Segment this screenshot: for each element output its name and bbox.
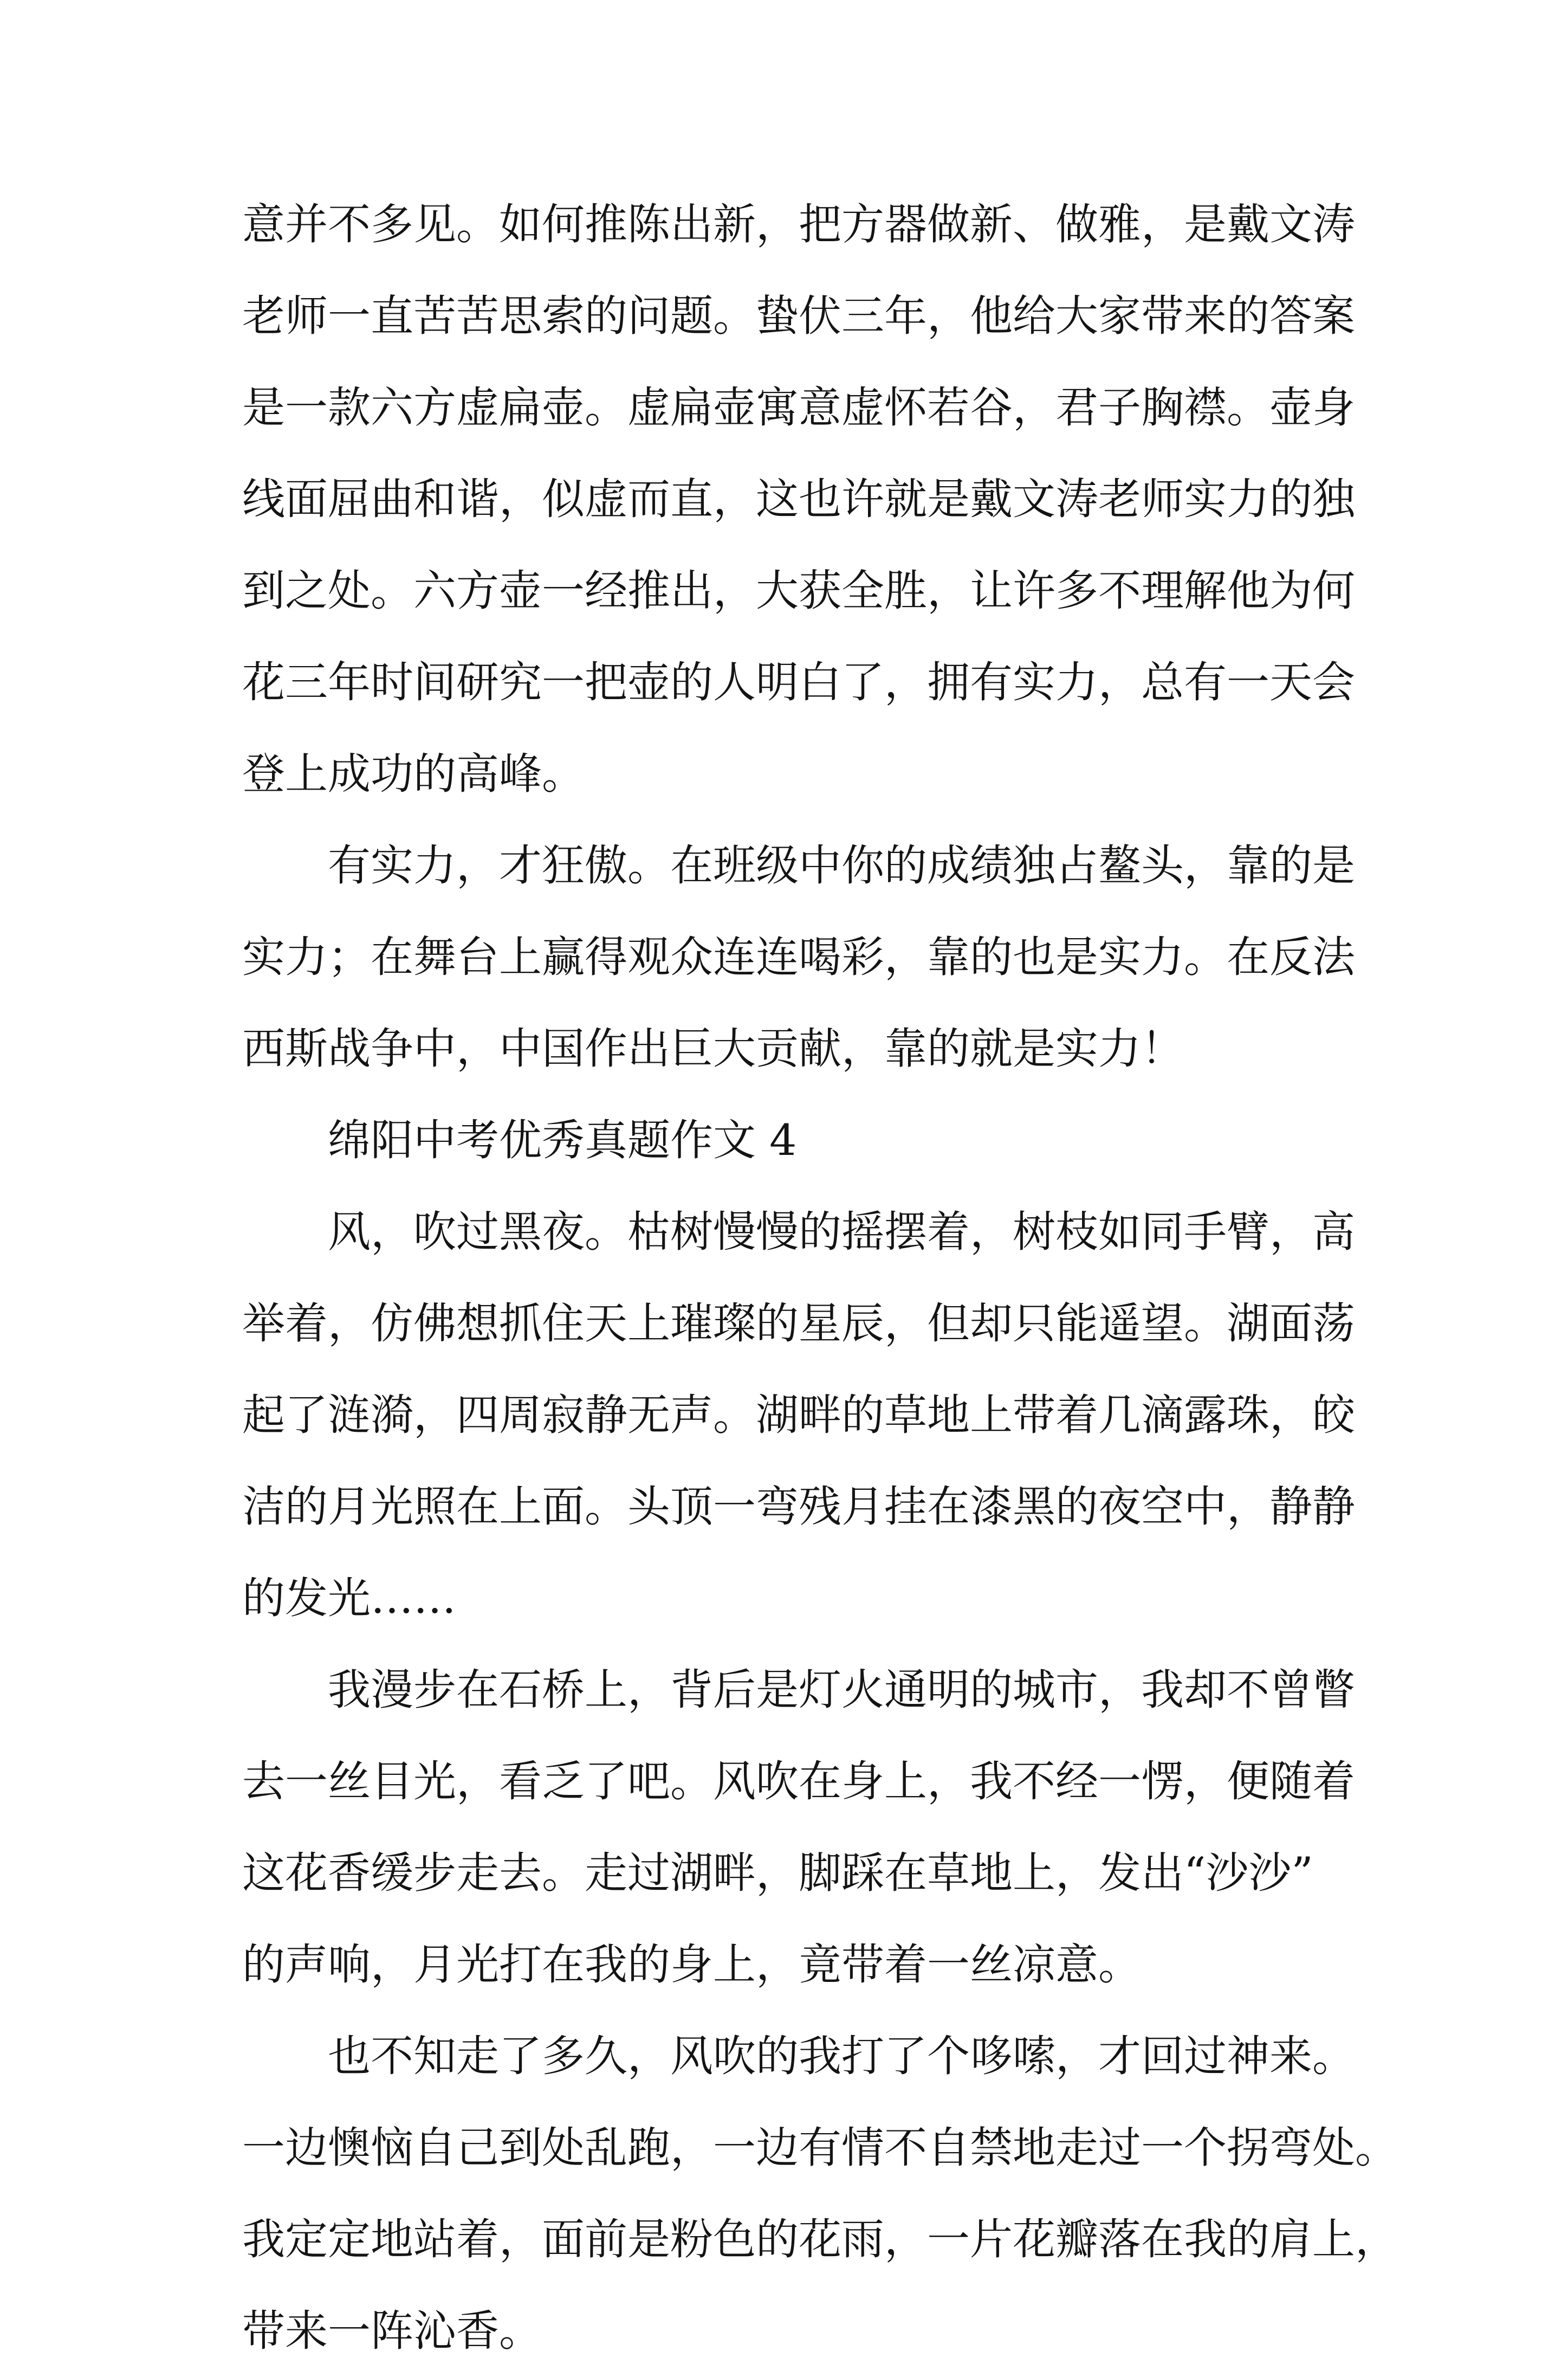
text-line: 去一丝目光，看乏了吧。风吹在身上，我不经一愣，便随着 xyxy=(242,1756,1355,1806)
section-heading xyxy=(242,1095,1347,1186)
text-line: 一边懊恼自己到处乱跑，一边有情不自禁地走过一个拐弯处。 xyxy=(242,2123,1398,2173)
text-line: 这花香缓步走去。走过湖畔，脚踩在草地上，发出“沙沙” xyxy=(242,1848,1313,1898)
text-line: 我漫步在石桥上，背后是灯火通明的城市，我却不曾瞥 xyxy=(328,1665,1355,1715)
text-line: 老师一直苦苦思索的问题。蛰伏三年，他给大家带来的答案 xyxy=(242,291,1355,341)
text-line: 实力；在舞台上赢得观众连连喝彩，靠的也是实力。在反法 xyxy=(242,932,1355,982)
text-line: 我定定地站着，面前是粉色的花雨，一片花瓣落在我的肩上， xyxy=(242,2214,1398,2264)
text-line: 风，吹过黑夜。枯树慢慢的摇摆着，树枝如同手臂，高 xyxy=(328,1207,1355,1257)
paragraph-2 xyxy=(242,820,1355,1095)
text-line: 是一款六方虚扁壶。虚扁壶寓意虚怀若谷，君子胸襟。壶身 xyxy=(242,383,1355,432)
text-line: 的声响，月光打在我的身上，竟带着一丝凉意。 xyxy=(242,1940,1141,1990)
text-line: 西斯战争中，中国作出巨大贡献，靠的就是实力！ xyxy=(242,1024,1184,1074)
text-line: 举着，仿佛想抓住天上璀璨的星辰，但却只能遥望。湖面荡 xyxy=(242,1299,1355,1348)
paragraph-5 xyxy=(242,2011,1398,2377)
text-line: 起了涟漪，四周寂静无声。湖畔的草地上带着几滴露珠，皎 xyxy=(242,1390,1355,1440)
text-line: 到之处。六方壶一经推出，大获全胜，让许多不理解他为何 xyxy=(242,566,1355,616)
text-line: 线面屈曲和谐，似虚而直，这也许就是戴文涛老师实力的独 xyxy=(242,474,1355,524)
text-line: 也不知走了多久，风吹的我打了个哆嗦，才回过神来。 xyxy=(328,2031,1355,2081)
paragraph-1 xyxy=(242,179,1355,820)
paragraph-4 xyxy=(242,1644,1355,2011)
text-line: 花三年时间研究一把壶的人明白了，拥有实力，总有一天会 xyxy=(242,657,1355,707)
text-line: 有实力，才狂傲。在班级中你的成绩独占鳌头，靠的是 xyxy=(328,841,1355,890)
text-line: 登上成功的高峰。 xyxy=(242,749,585,799)
paragraph-3 xyxy=(242,1186,1355,1644)
text-line: 洁的月光照在上面。头顶一弯残月挂在漆黑的夜空中，静静 xyxy=(242,1482,1355,1532)
document-body xyxy=(242,179,1398,2377)
heading-text: 绵阳中考优秀真题作文 4 xyxy=(328,1115,797,1165)
text-line: 意并不多见。如何推陈出新，把方器做新、做雅，是戴文涛 xyxy=(242,199,1355,249)
text-line: 的发光…… xyxy=(242,1573,456,1623)
text-line: 带来一阵沁香。 xyxy=(242,2306,542,2356)
